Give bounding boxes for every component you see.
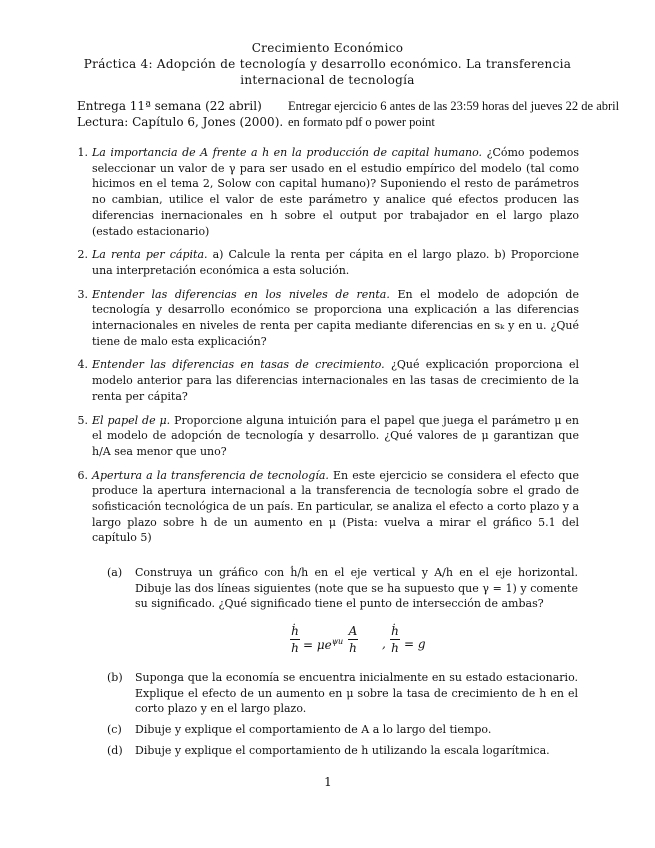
document-subtitle-line-1: Práctica 4: Adopción de tecnología y desarrollo económico. La transferencia bbox=[83, 57, 572, 71]
document-subtitle-line-2: internacional de tecnología bbox=[240, 73, 415, 87]
delivery-instruction: Entregar ejercicio 6 antes de las 23:59 horas del jueves 22 de abril en formato pdf o power point bbox=[288, 99, 620, 129]
subitem-label: (d) bbox=[107, 743, 123, 757]
subitem-text: Construya un gráfico con ḣ/h en el eje vertical y A/h en el eje horizontal. Dibuje las dos líneas siguientes (note que se ha supuesto que γ = 1) y comente su significado. ¿Qué significado tiene el punto de intersección de ambas? bbox=[135, 566, 578, 611]
exercise-body: En este ejercicio se considera el efecto que produce la apertura internacional a la transferencia de tecnología sobre el grado de sofisticación tecnológica de un país. En particular, se analiza el efecto a corto plazo y a largo plazo sobre h de un aumento en μ (Pista: vuelva a mirar el gráfico 5.1 del capítulo 5) bbox=[92, 468, 579, 545]
exercise-item bbox=[77, 287, 579, 350]
exercise-number: 5. bbox=[77, 413, 88, 427]
exercise-item bbox=[77, 413, 579, 460]
exercise-title: Apertura a la transferencia de tecnología. bbox=[92, 468, 329, 482]
subitem-text: Dibuje y explique el comportamiento de h utilizando la escala logarítmica. bbox=[135, 743, 550, 757]
exercise-number: 2. bbox=[77, 248, 88, 262]
subitem-text: Dibuje y explique el comportamiento de A a lo largo del tiempo. bbox=[135, 723, 492, 737]
page-number: 1 bbox=[324, 775, 332, 789]
exercise-body: a) Calcule la renta per cápita en el largo plazo. b) Proporcione una interpretación económica a esta solución. bbox=[92, 248, 579, 277]
lectura-line: Lectura: Capítulo 6, Jones (2000). bbox=[77, 115, 284, 129]
subitem-label: (c) bbox=[107, 723, 122, 737]
document-title: Crecimiento Económico bbox=[251, 41, 404, 55]
exercise-body: Proporcione alguna intuición para el papel que juega el parámetro μ en el modelo de adopción de tecnología y desarrollo. ¿Qué valores de μ garantizan que h/A sea menor que uno? bbox=[92, 413, 579, 458]
exercise-number: 4. bbox=[77, 358, 88, 372]
exercise-title: Entender las diferencias en los niveles de renta. bbox=[92, 287, 390, 301]
subitem-block-a bbox=[0, 565, 655, 612]
fraction-hdot-over-h-2: ḣ h bbox=[391, 624, 399, 655]
exercise-title: El papel de μ. bbox=[92, 413, 171, 427]
fraction-hdot-over-h: ḣ h bbox=[291, 624, 299, 655]
subitem bbox=[107, 670, 578, 717]
subitem-label: (b) bbox=[107, 671, 123, 684]
subitem bbox=[107, 722, 578, 738]
exercise-item bbox=[77, 468, 579, 547]
fraction-a-over-h: A h bbox=[348, 624, 358, 655]
exercise-item bbox=[77, 145, 579, 239]
exercise-list bbox=[77, 145, 579, 554]
exercise-body: ¿Cómo podemos seleccionar un valor de γ para ser usado en el estudio empírico del modelo (tal como hicimos en el tema 2, Solow con capital humano)? Suponiendo el resto de parámetros no cambian, utilice el valor de este parámetro y analice qué efectos producen las diferencias inernacionales en h sobre el output por trabajador en el largo plazo (estado estacionario) bbox=[92, 146, 579, 238]
equation-separator: , bbox=[382, 637, 386, 651]
subitem-block-bcd bbox=[0, 670, 655, 759]
exercise-title: La importancia de A frente a h en la producción de capital humano. bbox=[92, 146, 483, 159]
equation-mu-e: = $\mu e^{\psi u}$ bbox=[303, 637, 344, 652]
meta-block bbox=[77, 98, 282, 130]
exercise-number: 3. bbox=[77, 287, 88, 301]
exercise-title: Entender las diferencias en tasas de crecimiento. bbox=[92, 358, 385, 372]
exercise-body: En el modelo de adopción de tecnología y desarrollo económico se proporciona una explicación a las diferencias internacionales en niveles de renta per capita mediante diferencias en sₖ y en u. ¿Qué tiene de malo esta explicación? bbox=[92, 287, 579, 348]
subitem bbox=[107, 565, 578, 612]
equation-equals-g: = g bbox=[404, 637, 426, 651]
equation bbox=[290, 624, 470, 664]
exercise-number: 1. bbox=[77, 146, 88, 159]
exercise-item bbox=[77, 247, 579, 278]
exercise-title: La renta per cápita. bbox=[92, 248, 208, 262]
subitem bbox=[107, 743, 578, 759]
exercise-number: 6. bbox=[77, 468, 88, 482]
subitem-text: Suponga que la economía se encuentra inicialmente en su estado estacionario. Explique el efecto de un aumento en μ sobre la tasa de crecimiento de h en el corto plazo y en el largo plazo. bbox=[135, 671, 578, 716]
exercise-item bbox=[77, 357, 579, 404]
entrega-line: Entrega 11ª semana (22 abril) bbox=[77, 99, 262, 113]
subitem-label: (a) bbox=[107, 566, 123, 579]
exercise-body: ¿Qué explicación proporciona el modelo anterior para las diferencias internacionales en las tasas de crecimiento de la renta per cápita? bbox=[92, 358, 579, 403]
